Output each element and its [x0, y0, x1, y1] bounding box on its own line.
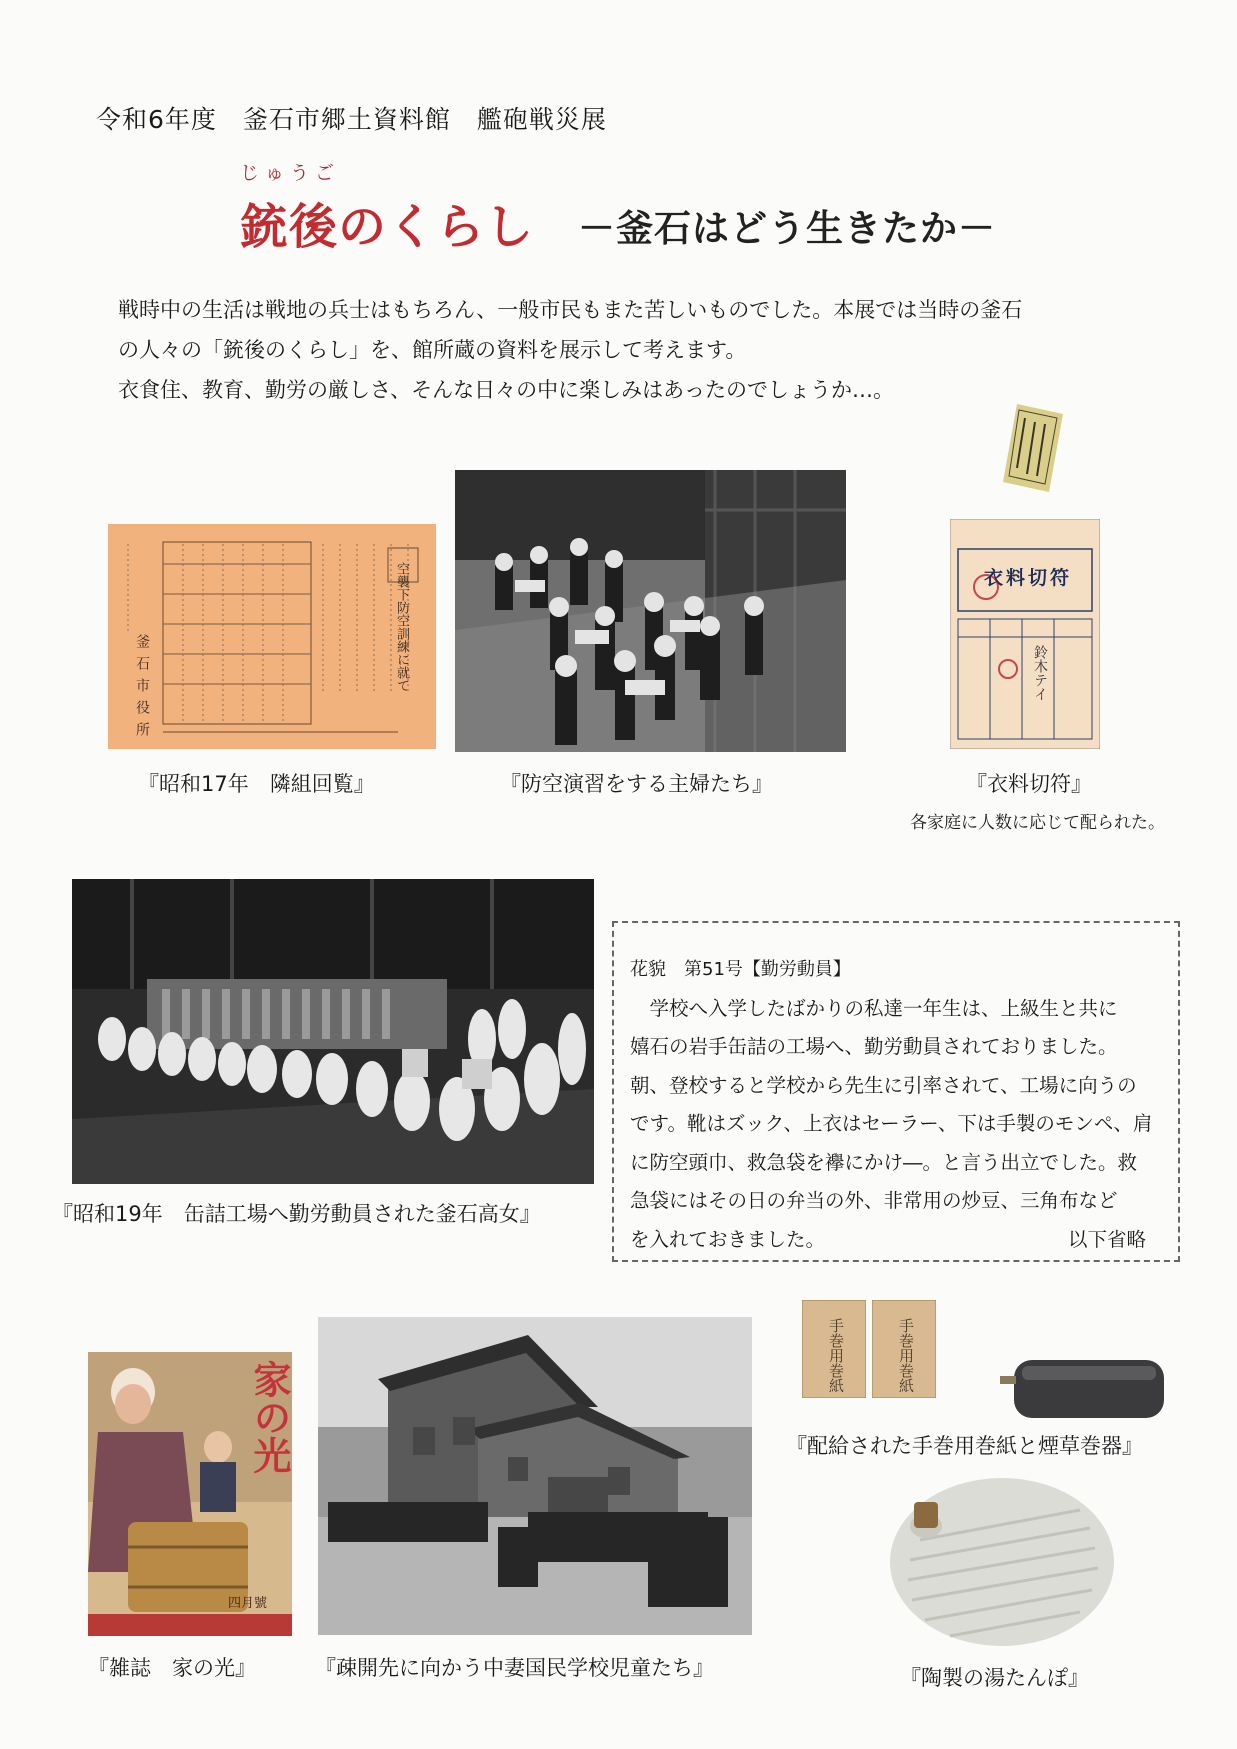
memoir-line: 朝、登校すると学校から先生に引率されて、工場に向うの: [630, 1073, 1137, 1097]
memoir-line: に防空頭巾、救急袋を襷にかけ―。と言う出立でした。救: [630, 1150, 1138, 1174]
air-raid-drill-drawing: [455, 470, 846, 752]
memoir-line: 急袋にはその日の弁当の外、非常用の炒豆、三角布など: [630, 1189, 1118, 1212]
caption-air-raid-drill: 『防空演習をする主婦たち』: [500, 772, 773, 796]
air-raid-drill-photo: [455, 470, 846, 752]
yutanpo-image: [880, 1470, 1116, 1650]
caption-school-children: 『疎開先に向かう中妻国民学校児童たち』: [315, 1656, 714, 1680]
magazine-issue: 四月號: [228, 1596, 268, 1611]
title-ruby: じゅうご: [240, 162, 341, 184]
intro-line: の人々の「銃後のくらし」を、館所蔵の資料を展示して考えます。: [118, 338, 747, 362]
kairan-document-sender: 釜石市役所: [134, 634, 150, 744]
rolling-paper-label-2: 手巻用巻紙: [897, 1318, 915, 1393]
rolling-paper-label-1: 手巻用巻紙: [827, 1318, 845, 1393]
note-clothing-ticket: 各家庭に人数に応じて配られた。: [910, 813, 1165, 833]
caption-clothing-ticket: 『衣料切符』: [966, 772, 1092, 796]
kairan-document-image: [108, 524, 436, 749]
memoir-last-row: [630, 1221, 1162, 1260]
caption-kairan: 『昭和17年 隣組回覧』: [138, 772, 375, 796]
rolling-paper-packet-2: [872, 1300, 936, 1398]
caption-magazine: 『雑誌 家の光』: [88, 1656, 256, 1680]
school-children-photo: [318, 1317, 752, 1635]
magazine-cover-image: [88, 1352, 292, 1636]
cannery-photo: [72, 879, 594, 1184]
intro-line: 戦時中の生活は戦地の兵士はもちろん、一般市民もまた苦しいものでした。本展では当時の釜石: [118, 298, 1023, 322]
memoir-line: 嬉石の岩手缶詰の工場へ、勤労動員されておりました。: [630, 1035, 1118, 1058]
page-subtitle: －釜石はどう生きたか－: [578, 207, 996, 250]
kairan-document-title: 空襲下防空訓練に就て: [394, 562, 409, 692]
memoir-heading: 花貌 第51号【勤労動員】: [630, 959, 851, 980]
memoir-omitted-note: 以下省略: [1067, 1227, 1146, 1251]
clothing-ticket-image: [950, 519, 1100, 749]
intro-line: 衣食住、教育、勤労の厳しさ、そんな日々の中に楽しみはあったのでしょうか…。: [118, 378, 894, 402]
ticket-label-image: [1003, 404, 1063, 492]
caption-yutanpo: 『陶製の湯たんぽ』: [900, 1666, 1089, 1690]
clothing-ticket-title: 衣料切符: [984, 567, 1073, 589]
clothing-ticket-drawing: [950, 519, 1100, 749]
cigarette-roller-drawing: [1000, 1352, 1170, 1426]
memoir-line: 学校へ入学したばかりの私達一年生は、上級生と共に: [630, 996, 1118, 1020]
exhibition-header: 令和6年度 釜石市郷土資料館 艦砲戦災展: [96, 105, 607, 134]
clothing-ticket-name: 鈴木テイ: [1032, 645, 1048, 701]
caption-rolling-papers: 『配給された手巻用巻紙と煙草巻器』: [786, 1434, 1143, 1458]
intro-text: [118, 290, 1158, 410]
memoir-line: です。靴はズック、上衣はセーラー、下は手製のモンペ、肩: [630, 1112, 1153, 1135]
memoir-textbox: [612, 921, 1180, 1262]
memoir-line: を入れておきました。: [630, 1227, 826, 1251]
cigarette-roller-image: [1000, 1352, 1170, 1426]
yutanpo-drawing: [880, 1470, 1116, 1650]
ticket-label-drawing: [1003, 404, 1063, 492]
magazine-title: 家の光: [247, 1360, 292, 1474]
school-children-drawing: [318, 1317, 752, 1635]
kairan-document-drawing: [108, 524, 436, 749]
caption-cannery: 『昭和19年 缶詰工場へ勤労動員された釜石高女』: [52, 1202, 541, 1226]
cannery-drawing: [72, 879, 594, 1184]
rolling-paper-packet-1: [802, 1300, 866, 1398]
page-title: 銃後のくらし: [240, 199, 535, 255]
